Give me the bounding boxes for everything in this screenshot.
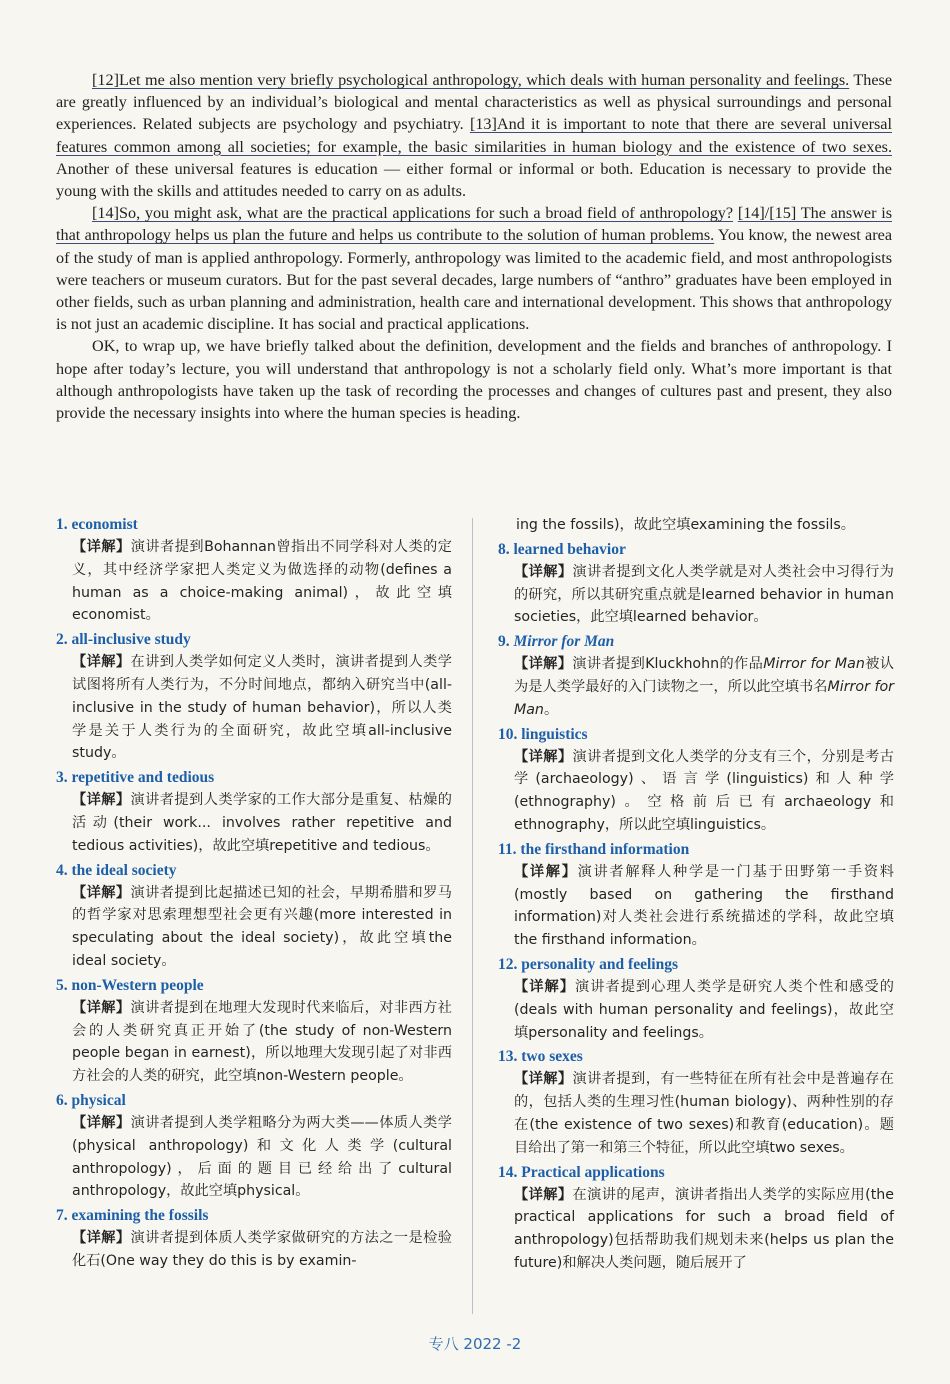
answer-item	[54, 514, 452, 627]
answer-heading	[496, 724, 894, 746]
answer-explanation	[496, 976, 894, 1044]
answer-key	[54, 514, 894, 1314]
answer-number: 2.	[56, 631, 68, 649]
explanation-text: 演讲者提到在地理大发现时代来临后，对非西方社会的人类研究真正开始了(the study of non-Western people began in earnest)，所以地理大发现引起了对非西方社会的人类的研究，此空填non-Western people。	[72, 999, 452, 1085]
passage-paragraph-3: OK, to wrap up, we have briefly talked about the definition, development and the fields and branches of anthropology. I hope after today’s lecture, you will understand that anthropology is not a scholarly field only. What’s more important is that although anthropologists have taken up the task of recording the processes and changes of cultures past and present, they also provide the necessary insights into where the human species is heading.	[56, 337, 892, 423]
explanation-text: 在演讲的尾声，演讲者指出人类学的实际应用(the practical applications for such a broad field of anthropology)包括帮助我们规划未来(helps us plan the future)和解决人类问题，随后展开了	[514, 1186, 894, 1271]
answer-explanation	[496, 1068, 894, 1159]
answer-explanation	[54, 1112, 452, 1203]
passage-text: These are greatly influenced by an individual’s biological and mental characteristics as well as physical surroundings and personal experiences. Related subjects are psychology and psychiatry.	[56, 71, 892, 134]
answer-number: 3.	[56, 769, 68, 787]
explanation-text: 演讲者提到体质人类学家做研究的方法之一是检验化石(One way they do this is by examin-	[72, 1230, 452, 1269]
answer-heading	[54, 975, 452, 997]
explanation-text: 。	[543, 701, 559, 718]
answer-heading	[496, 954, 894, 976]
answer-explanation	[496, 861, 894, 952]
answer-item	[496, 539, 894, 629]
answer-text: two sexes	[521, 1048, 583, 1066]
explanation-text: 演讲者提到心理人类学是研究人类个性和感受的(deals with human personality and feelings)，故此空填personality and feelings。	[514, 978, 894, 1041]
passage-paragraph-2	[56, 202, 892, 335]
answer-number: 5.	[56, 976, 68, 994]
explanation-tag: 【详解】	[514, 863, 578, 880]
answer-item	[54, 767, 452, 857]
answer-heading	[54, 767, 452, 789]
answer-explanation	[496, 653, 894, 721]
explanation-text: 演讲者提到Kluckhohn的作品	[572, 656, 764, 673]
answer-text: repetitive and tedious	[71, 769, 215, 787]
explanation-text: 在讲到人类学如何定义人类时，演讲者提到人类学试图将所有人类行为，不分时间地点，都纳入研究当中(all-inclusive in the study of human behavior)，所以人类学是关于人类行为的全面研究，故此空填all-inclusive study。	[72, 654, 452, 762]
explanation-tag: 【详解】	[72, 999, 131, 1016]
explanation-tag: 【详解】	[514, 1186, 573, 1203]
answer-heading	[54, 1090, 452, 1112]
answer-text: linguistics	[521, 725, 588, 743]
answer-number: 6.	[56, 1091, 68, 1109]
answer-item	[54, 860, 452, 973]
answer-number: 12.	[498, 955, 518, 973]
explanation-tag: 【详解】	[514, 1071, 573, 1088]
answer-text: Practical applications	[521, 1163, 665, 1181]
explanation-tag: 【详解】	[514, 748, 573, 765]
answer-text: Mirror for Man	[513, 633, 615, 651]
passage-paragraph-1	[56, 69, 892, 202]
answer-heading	[496, 631, 894, 653]
answer-number: 9.	[498, 633, 510, 651]
passage-text: Another of these universal features is education — either formal or informal or both. Education is necessary to provide the young with the skills and attitudes needed to carry on as adults.	[56, 159, 892, 201]
explanation-tag: 【详解】	[514, 563, 573, 580]
underlined-sentence-14-15: [14]/[15] The answer is that anthropology helps us plan the future and helps us contribute to the solution of human problems.	[56, 204, 892, 245]
answer-number: 11.	[498, 840, 517, 858]
answer-item	[496, 954, 894, 1044]
answer-number: 10.	[498, 725, 518, 743]
answer-text: economist	[71, 516, 138, 533]
answer-heading	[54, 860, 452, 882]
answer-heading	[496, 1046, 894, 1068]
answer-item	[496, 724, 894, 837]
answer-item	[496, 839, 894, 952]
explanation-text: 演讲者提到比起描述已知的社会，早期希腊和罗马的哲学家对思索理想型社会更有兴趣(more interested in speculating about the ideal society)，故此空填the ideal society。	[72, 884, 452, 969]
explanation-tag: 【详解】	[72, 539, 131, 555]
underlined-sentence-13: [13]And it is important to note that there are several universal features common among all societies; for example, the basic similarities in human biology and the existence of two sexes.	[56, 115, 892, 156]
explanation-tag: 【详解】	[514, 978, 575, 995]
explanation-text: 演讲者提到人类学家的工作大部分是重复、枯燥的活动(their work... involves rather repetitive and tedious activities)，故此空填repetitive and tedious。	[72, 792, 452, 854]
answer-text: all-inclusive study	[71, 631, 191, 649]
lecture-passage	[56, 69, 892, 424]
explanation-text: 演讲者提到Bohannan曾指出不同学科对人类的定义，其中经济学家把人类定义为做选择的动物(defines a human as a choice-making animal)，故此空填economist。	[72, 539, 452, 624]
answer-explanation	[496, 746, 894, 837]
answer-number: 8.	[498, 540, 510, 558]
answer-item	[54, 1205, 452, 1273]
answer-text: the firsthand information	[520, 840, 690, 858]
column-divider	[472, 518, 473, 1314]
explanation-text: 被认为是人类学最好的入门读物之一，所以此空填书名	[514, 656, 894, 695]
answer-explanation-continued: ing the fossils)，故此空填examining the fossils。	[516, 517, 855, 533]
book-title: Mirror for Man	[514, 678, 894, 718]
answer-item	[54, 975, 452, 1088]
answer-item	[54, 629, 452, 765]
explanation-text: 演讲者提到文化人类学就是对人类社会中习得行为的研究，所以其研究重点就是learned behavior in human societies，此空填learned behavior。	[514, 563, 894, 626]
underlined-sentence-12: [12]Let me also mention very briefly psychological anthropology, which deals with human personality and feelings.	[92, 71, 850, 89]
answer-column-left	[54, 514, 452, 1275]
answer-heading	[54, 1205, 452, 1227]
book-title: Mirror for Man	[763, 656, 865, 673]
answer-explanation	[54, 997, 452, 1088]
answer-item	[496, 1162, 894, 1275]
explanation-text: 演讲者提到文化人类学的分支有三个，分别是考古学(archaeology)、语言学(linguistics)和人种学(ethnography)。空格前后已有archaeology和ethnography，所以此空填linguistics。	[514, 748, 894, 833]
answer-number: 13.	[498, 1048, 518, 1066]
explanation-text: 演讲者提到人类学粗略分为两大类——体质人类学(physical anthropology)和文化人类学(cultural anthropology)，后面的题目已经给出了cultural anthropology，故此空填physical。	[72, 1114, 452, 1200]
explanation-tag: 【详解】	[72, 884, 131, 901]
answer-text: examining the fossils	[71, 1207, 209, 1225]
explanation-tag: 【详解】	[72, 1114, 131, 1131]
page-footer: 专八 2022 -2	[428, 1335, 522, 1353]
explanation-tag: 【详解】	[72, 792, 131, 809]
answer-text: physical	[71, 1091, 126, 1109]
answer-explanation	[496, 561, 894, 629]
answer-text: personality and feelings	[521, 955, 678, 973]
answer-item	[496, 1046, 894, 1159]
answer-item	[496, 631, 894, 721]
answer-heading	[496, 839, 894, 861]
answer-text: learned behavior	[513, 540, 626, 558]
explanation-text: 演讲者提到，有一些特征在所有社会中是普遍存在的，包括人类的生理习性(human biology)、两种性别的存在(the existence of two sexes)和教育(education)。题目给出了第一和第三个特征，所以此空填two sexes。	[514, 1071, 894, 1156]
explanation-tag: 【详解】	[72, 654, 131, 671]
answer-explanation	[54, 651, 452, 765]
answer-text: non-Western people	[71, 976, 204, 994]
explanation-tag: 【详解】	[514, 656, 573, 673]
answer-text: the ideal society	[71, 861, 177, 879]
answer-number: 14.	[498, 1163, 518, 1181]
answer-item	[54, 1090, 452, 1203]
answer-explanation	[54, 1227, 452, 1273]
answer-number: 1.	[56, 516, 68, 533]
answer-number: 4.	[56, 861, 68, 879]
answer-explanation	[496, 1184, 894, 1275]
explanation-tag: 【详解】	[72, 1230, 131, 1247]
answer-explanation	[54, 536, 452, 627]
passage-text: You know, the newest area of the study of man is applied anthropology. Formerly, anthropology was limited to the academic field, and most anthropologists were teachers or museum curators. But for the past several decades, large numbers of “anthro” graduates have been employed in other fields, such as urban planning and administration, health care and international development. This shows that anthropology is not just an academic discipline. It has social and practical applications.	[56, 226, 892, 334]
answer-heading	[496, 1162, 894, 1184]
underlined-sentence-14: [14]So, you might ask, what are the practical applications for such a broad field of anthropology?	[92, 204, 734, 223]
answer-heading	[496, 539, 894, 561]
answer-explanation	[54, 789, 452, 857]
answer-number: 7.	[56, 1207, 68, 1225]
answer-heading	[54, 629, 452, 651]
answer-heading	[54, 514, 452, 536]
answer-column-right	[496, 514, 894, 1277]
explanation-text: 演讲者解释人种学是一门基于田野第一手资料(mostly based on gathering the firsthand information)对人类社会进行系统描述的学科，故此空填the firsthand information。	[514, 863, 894, 949]
answer-explanation	[54, 882, 452, 973]
